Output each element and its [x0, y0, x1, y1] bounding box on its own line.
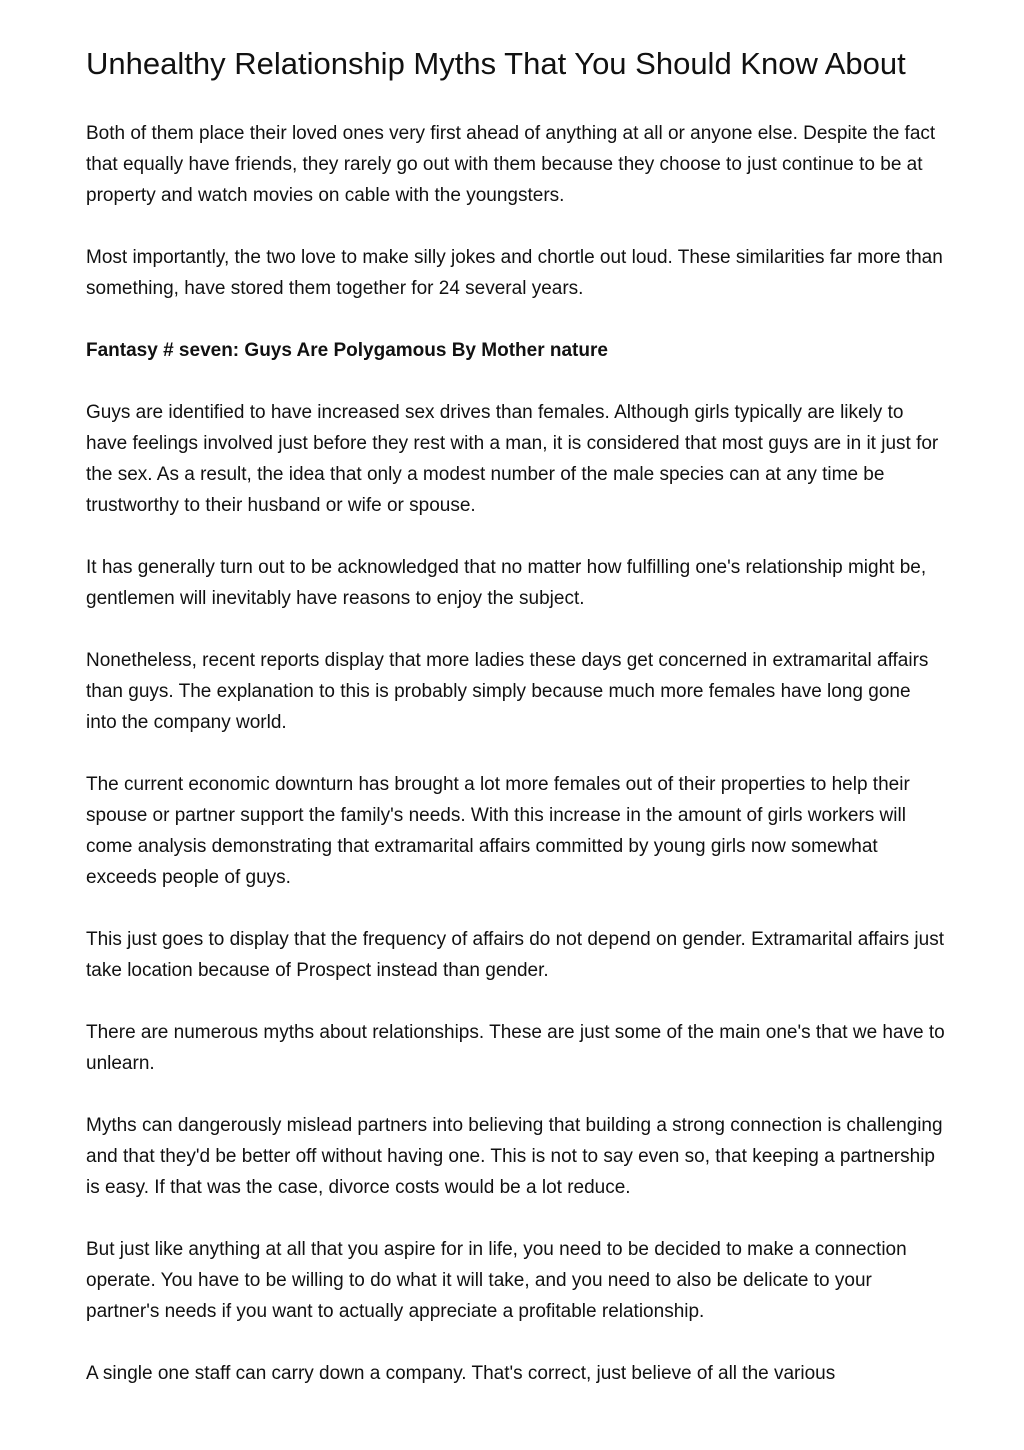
section-heading-fantasy-seven: Fantasy # seven: Guys Are Polygamous By Mother nature — [86, 340, 608, 361]
paragraph-4: It has generally turn out to be acknowledged that no matter how fulfilling one's relationship might be, gentlemen will inevitably have reasons to enjoy the subject. — [86, 557, 927, 609]
document-page — [86, 44, 946, 1389]
paragraph-3: Guys are identified to have increased sex drives than females. Although girls typically are likely to have feelings involved just before they rest with a man, it is considered that most guys are in it just for the sex. As a result, the idea that only a modest number of the male species can at any time be trustworthy to their husband or wife or spouse. — [86, 402, 939, 516]
paragraph-1: Both of them place their loved ones very first ahead of anything at all or anyone else. Despite the fact that equally have friends, they rarely go out with them because they choose to just continue to be at property and watch movies on cable with the youngsters. — [86, 123, 936, 206]
paragraph-10: But just like anything at all that you aspire for in life, you need to be decided to make a connection operate. You have to be willing to do what it will take, and you need to also be delicate to your partner's needs if you want to actually appreciate a profitable relationship. — [86, 1239, 907, 1322]
document-title: Unhealthy Relationship Myths That You Should Know About — [86, 46, 906, 81]
paragraph-7: This just goes to display that the frequency of affairs do not depend on gender. Extramarital affairs just take location because of Prospect instead than gender. — [86, 929, 944, 981]
paragraph-6: The current economic downturn has brought a lot more females out of their properties to help their spouse or partner support the family's needs. With this increase in the amount of girls workers will come analysis demonstrating that extramarital affairs committed by young girls now somewhat exceeds people of guys. — [86, 774, 910, 888]
paragraph-9: Myths can dangerously mislead partners into believing that building a strong connection is challenging and that they'd be better off without having one. This is not to say even so, that keeping a partnership is easy. If that was the case, divorce costs would be a lot reduce. — [86, 1115, 943, 1198]
paragraph-5: Nonetheless, recent reports display that more ladies these days get concerned in extramarital affairs than guys. The explanation to this is probably simply because much more females have long gone into the company world. — [86, 650, 929, 733]
paragraph-8: There are numerous myths about relationships. These are just some of the main one's that we have to unlearn. — [86, 1022, 945, 1074]
paragraph-2: Most importantly, the two love to make silly jokes and chortle out loud. These similarities far more than something, have stored them together for 24 several years. — [86, 247, 943, 299]
paragraph-11: A single one staff can carry down a company. That's correct, just believe of all the various — [86, 1363, 836, 1384]
